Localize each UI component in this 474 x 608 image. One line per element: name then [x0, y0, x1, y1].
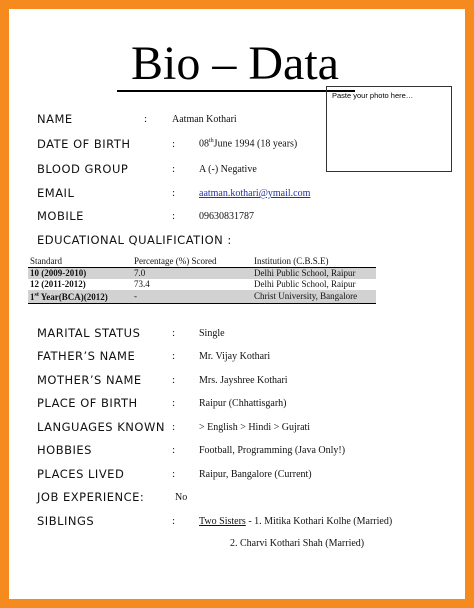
photo-placeholder-text: Paste your photo here… [332, 91, 414, 100]
education-header-row [28, 256, 376, 268]
hobbies-value: Football, Programming (Java Only!) [199, 445, 346, 456]
marital-status-value: Single [199, 328, 225, 339]
name-colon: : [144, 113, 148, 125]
mobile-label: MOBILE [37, 209, 84, 223]
standard-cell: 12 (2011-2012) [30, 279, 86, 289]
percentage-cell: 73.4 [134, 279, 150, 289]
sibling-first: - 1. Mitika Kothari Kolhe (Married) [245, 516, 393, 527]
father-name-colon: : [172, 350, 176, 362]
places-lived-colon: : [172, 468, 176, 480]
table-row [28, 290, 376, 304]
column-header: Institution (C.B.S.E) [252, 256, 376, 268]
dob-label: DATE OF BIRTH [37, 137, 131, 151]
job-experience-value: No [175, 492, 188, 503]
email-label: EMAIL [37, 186, 75, 200]
mobile-colon: : [172, 210, 176, 222]
mother-name-value: Mrs. Jayshree Kothari [199, 375, 288, 386]
siblings-line-1 [199, 516, 392, 527]
institution-cell: Delhi Public School, Raipur [252, 268, 376, 280]
table-row [28, 279, 376, 290]
title-underline [117, 90, 355, 92]
siblings-intro: Two Sisters [199, 516, 246, 527]
standard-rest: Year(BCA)(2012) [38, 292, 108, 302]
languages-value: > English > Hindi > Gujrati [199, 422, 311, 433]
column-header: Standard [28, 256, 132, 268]
dob-suffix: th [209, 138, 214, 144]
standard-suffix: st [34, 292, 39, 298]
education-heading: EDUCATIONAL QUALIFICATION : [37, 233, 232, 247]
standard-cell [28, 290, 132, 304]
dob-value [199, 138, 297, 149]
mother-name-colon: : [172, 374, 176, 386]
languages-colon: : [172, 421, 176, 433]
page-title: Bio – Data [131, 37, 339, 90]
hobbies-label: HOBBIES [37, 443, 92, 457]
blood-group-value: A (-) Negative [199, 164, 257, 175]
places-lived-value: Raipur, Bangalore (Current) [199, 469, 312, 480]
dob-colon: : [172, 138, 176, 150]
job-experience-label: JOB EXPERIENCE: [37, 490, 145, 504]
email-colon: : [172, 187, 176, 199]
standard-cell: 10 (2009-2010) [28, 268, 132, 280]
blood-group-label: BLOOD GROUP [37, 162, 129, 176]
father-name-label: FATHER’S NAME [37, 349, 136, 363]
mother-name-label: MOTHER’S NAME [37, 373, 142, 387]
institution-cell: Delhi Public School, Raipur [254, 279, 356, 289]
marital-status-label: MARITAL STATUS [37, 326, 141, 340]
father-name-value: Mr. Vijay Kothari [199, 351, 271, 362]
siblings-label: SIBLINGS [37, 514, 95, 528]
siblings-colon: : [172, 515, 176, 527]
photo-placeholder-box[interactable] [326, 86, 452, 172]
email-link[interactable]: aatman.kothari@ymail.com [199, 188, 311, 199]
hobbies-colon: : [172, 444, 176, 456]
column-header: Percentage (%) Scored [132, 256, 252, 268]
percentage-cell: - [132, 290, 252, 304]
institution-cell: Christ University, Bangalore [252, 290, 376, 304]
marital-status-colon: : [172, 327, 176, 339]
standard-number: 1 [30, 292, 35, 302]
name-value: Aatman Kothari [172, 114, 237, 125]
mobile-value: 09630831787 [199, 211, 254, 222]
places-lived-label: PLACES LIVED [37, 467, 125, 481]
blood-group-colon: : [172, 163, 176, 175]
table-row [28, 268, 376, 280]
education-table [28, 256, 376, 304]
place-of-birth-label: PLACE OF BIRTH [37, 396, 138, 410]
percentage-cell: 7.0 [132, 268, 252, 280]
languages-label: LANGUAGES KNOWN [37, 420, 165, 434]
place-of-birth-colon: : [172, 397, 176, 409]
name-label: NAME [37, 112, 73, 126]
place-of-birth-value: Raipur (Chhattisgarh) [199, 398, 287, 409]
sibling-second: 2. Charvi Kothari Shah (Married) [230, 538, 365, 549]
dob-rest: June 1994 (18 years) [213, 138, 298, 150]
dob-day: 08 [199, 138, 209, 150]
